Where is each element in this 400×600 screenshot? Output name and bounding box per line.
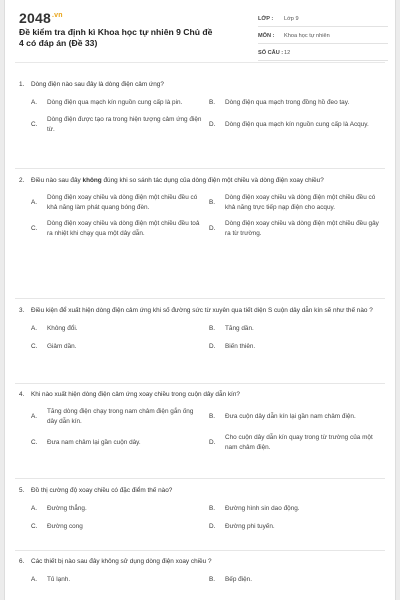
option-c[interactable] (31, 112, 203, 138)
option-d[interactable] (209, 216, 381, 242)
option-letter: B. (209, 505, 216, 512)
option-letter: D. (209, 225, 216, 232)
exam-sheet (4, 0, 396, 600)
meta-row-class (258, 12, 388, 27)
question-6 (19, 557, 385, 589)
exam-meta (258, 12, 388, 63)
option-c[interactable] (31, 338, 203, 356)
question-divider (15, 168, 385, 169)
option-letter: D. (209, 439, 216, 446)
option-text: Đường thẳng. (47, 505, 87, 512)
option-text: Dòng điện xoay chiều và dòng điện một chiều đều có khả năng làm phát quang bóng đèn. (47, 194, 198, 211)
options-grid (31, 320, 385, 356)
option-b[interactable] (209, 571, 381, 589)
question-text: Các thiết bị nào sau đây không sử dụng dòng điện xoay chiều ? (31, 558, 212, 565)
question-text (31, 176, 385, 186)
option-text: Đường cong (47, 523, 83, 530)
option-text: Biến thiên. (225, 343, 256, 350)
meta-value: Lớp 9 (284, 16, 299, 22)
option-b[interactable] (209, 500, 381, 518)
question-stem (19, 390, 385, 400)
question-number: 5. (19, 487, 25, 494)
option-letter: D. (209, 523, 216, 530)
question-divider (15, 550, 385, 551)
question-1 (19, 80, 385, 138)
option-letter: B. (209, 413, 216, 420)
option-letter: C. (31, 121, 38, 128)
option-text: Tủ lạnh. (47, 576, 71, 583)
option-text: Dòng điện xoay chiều và dòng điện một chiều đều toả ra nhiệt khi chạy qua một dây dẫn. (47, 220, 200, 237)
option-b[interactable] (209, 404, 381, 430)
question-text-part: đúng khi so sánh tác dụng của dòng điện một chiều và dòng điện xoay chiều? (101, 177, 324, 184)
site-logo[interactable] (19, 10, 63, 26)
option-letter: C. (31, 225, 38, 232)
question-text: Điều kiện để xuất hiện dòng điện cảm ứng khi số đường sức từ xuyên qua tiết diện S cuộn dây dẫn kín sẽ như thế nào ? (31, 307, 373, 314)
option-text: Dòng điện được tạo ra trong hiện tượng cảm ứng điện từ. (47, 116, 202, 133)
option-letter: C. (31, 343, 38, 350)
option-a[interactable] (31, 320, 203, 338)
page-title: Đề kiểm tra định kì Khoa học tự nhiên 9 Chủ đề 4 có đáp án (Đề 33) (19, 27, 213, 48)
meta-label: LỚP : (258, 16, 274, 22)
option-text: Dòng điện qua mạch kín nguồn cung cấp là Acquy. (225, 121, 369, 128)
question-text: Đồ thị cường độ xoay chiều có đặc điểm thế nào? (31, 487, 173, 494)
question-number: 1. (19, 81, 25, 88)
option-letter: A. (31, 199, 38, 206)
option-text: Cho cuộn dây dẫn kín quay trong từ trường của một nam châm điện. (225, 434, 373, 451)
option-text: Tăng dòng điện chạy trong nam châm điện gắn ống dây dẫn kín. (47, 408, 194, 425)
option-text: Đường hình sin dao động. (225, 505, 300, 512)
question-number: 4. (19, 391, 25, 398)
logo-text: 2048 (19, 10, 51, 26)
option-text: Dòng điện xoay chiều và dòng điện một chiều đều gây ra từ trường. (225, 220, 379, 237)
meta-value: Khoa học tự nhiên (284, 33, 330, 39)
option-letter: B. (209, 199, 216, 206)
option-text: Dòng điện xoay chiều và dòng điện một chiều đều có khả năng trực tiếp nạp điện cho acquy. (225, 194, 376, 211)
option-b[interactable] (209, 190, 381, 216)
question-3 (19, 306, 385, 356)
option-a[interactable] (31, 190, 203, 216)
option-letter: A. (31, 99, 38, 106)
option-c[interactable] (31, 216, 203, 242)
option-text: Đường phi tuyến. (225, 523, 275, 530)
meta-row-subject (258, 29, 388, 44)
option-letter: C. (31, 439, 38, 446)
option-letter: B. (209, 99, 216, 106)
option-letter: A. (31, 505, 38, 512)
option-letter: D. (209, 121, 216, 128)
option-b[interactable] (209, 94, 381, 112)
option-letter: A. (31, 576, 38, 583)
question-text-part: Điều nào sau đây (31, 177, 83, 184)
question-5 (19, 486, 385, 536)
option-letter: A. (31, 325, 38, 332)
option-a[interactable] (31, 571, 203, 589)
question-number: 3. (19, 307, 25, 314)
option-letter: B. (209, 576, 216, 583)
question-text: Khi nào xuất hiện dòng điện cảm ứng xoay chiều trong cuộn dây dẫn kín? (31, 391, 240, 398)
question-4 (19, 390, 385, 456)
question-text: Dòng điện nào sau đây là dòng điện cảm ứng? (31, 81, 164, 88)
question-2 (19, 176, 385, 242)
option-text: Bếp điện. (225, 576, 253, 583)
option-text: Dòng điện qua mạch kín nguồn cung cấp là pin. (47, 99, 183, 106)
option-text: Giảm dần. (47, 343, 77, 350)
option-text: Dòng điện qua mạch trong đồng hồ đeo tay. (225, 99, 350, 106)
option-a[interactable] (31, 500, 203, 518)
meta-row-count (258, 46, 388, 61)
option-c[interactable] (31, 518, 203, 536)
option-letter: B. (209, 325, 216, 332)
option-d[interactable] (209, 430, 381, 456)
question-stem (19, 80, 385, 90)
options-grid (31, 404, 385, 456)
question-number: 2. (19, 177, 25, 184)
question-stem (19, 306, 385, 316)
question-divider (15, 383, 385, 384)
option-letter: D. (209, 343, 216, 350)
question-number: 6. (19, 558, 25, 565)
header-divider (15, 62, 385, 63)
options-grid (31, 94, 385, 138)
option-a[interactable] (31, 404, 203, 430)
question-text-emphasis: không (82, 177, 102, 184)
logo-suffix: .vn (51, 12, 63, 20)
question-divider (15, 298, 385, 299)
meta-label: SỐ CÂU : (258, 50, 284, 56)
option-d[interactable] (209, 518, 381, 536)
option-text: Đưa nam châm lại gần cuộn dây. (47, 439, 141, 446)
options-grid (31, 190, 385, 242)
option-b[interactable] (209, 320, 381, 338)
option-text: Đưa cuộn dây dẫn kín lại gần nam châm điện. (225, 413, 356, 420)
option-text: Không đổi. (47, 325, 78, 332)
question-stem (19, 486, 385, 496)
question-stem (19, 176, 385, 186)
option-a[interactable] (31, 94, 203, 112)
question-stem (19, 557, 385, 567)
option-d[interactable] (209, 112, 381, 138)
meta-value: 12 (284, 50, 291, 56)
option-text: Tăng dần. (225, 325, 254, 332)
options-grid (31, 500, 385, 536)
option-d[interactable] (209, 338, 381, 356)
options-grid (31, 571, 385, 589)
option-c[interactable] (31, 430, 203, 456)
meta-label: MÔN : (258, 33, 275, 39)
option-letter: A. (31, 413, 38, 420)
question-divider (15, 478, 385, 479)
option-letter: C. (31, 523, 38, 530)
